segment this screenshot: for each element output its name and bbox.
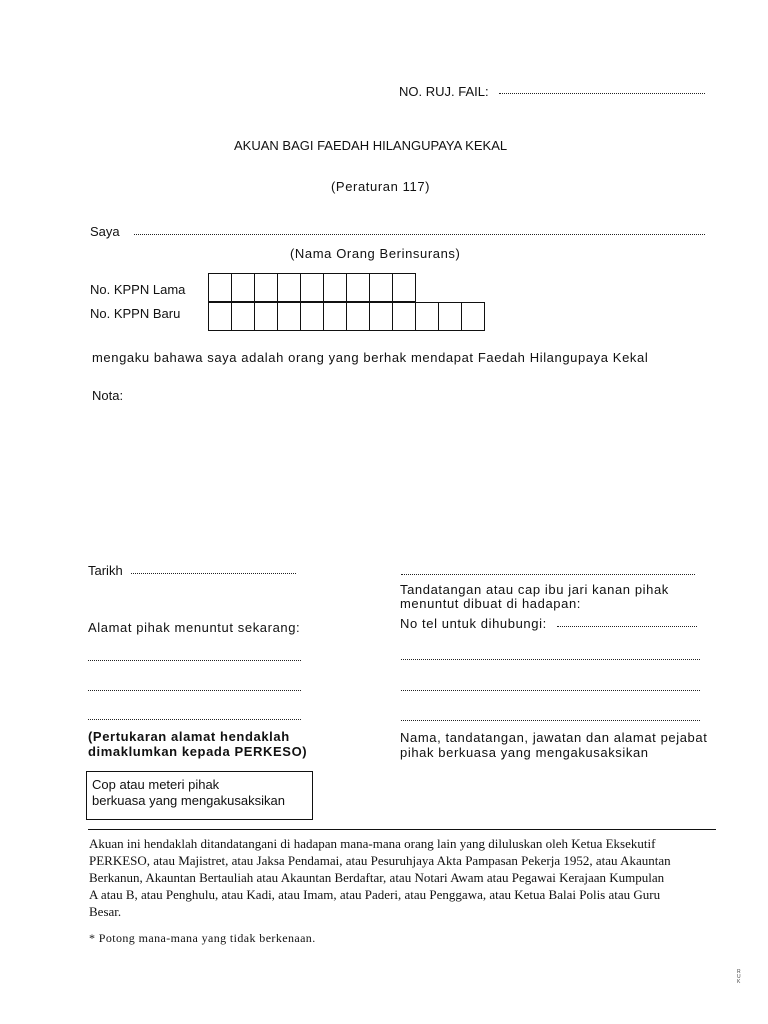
stamp-line1: Cop atau meteri pihak: [92, 777, 220, 792]
kppn-new-digit-box[interactable]: [323, 302, 347, 331]
kppn-old-grid[interactable]: [208, 273, 416, 302]
kppn-old-digit-box[interactable]: [323, 273, 347, 302]
declaration-statement: mengaku bahawa saya adalah orang yang berhak mendapat Faedah Hilangupaya Kekal: [92, 350, 649, 365]
address-label: Alamat pihak menuntut sekarang:: [88, 620, 301, 635]
kppn-old-digit-box[interactable]: [369, 273, 393, 302]
footer-notice-line1: Akuan ini hendaklah ditandatangani di hadapan mana-mana orang lain yang diluluskan oleh Ketua Eksekutif: [89, 836, 656, 851]
kppn-new-digit-box[interactable]: [277, 302, 301, 331]
witness-line-1[interactable]: [401, 659, 700, 660]
kppn-new-digit-box[interactable]: [208, 302, 232, 331]
footer-notice-line3: Berkanun, Akauntan Bertauliah atau Akauntan Berdaftar, atau Notari Awam atau Pegawai Kerajaan Kumpulan: [89, 870, 665, 885]
kppn-new-label: No. KPPN Baru: [90, 306, 181, 321]
kppn-old-digit-box[interactable]: [392, 273, 416, 302]
kppn-old-digit-box[interactable]: [277, 273, 301, 302]
nota-label: Nota:: [92, 388, 124, 403]
address-note-line1: (Pertukaran alamat hendaklah: [88, 729, 290, 744]
kppn-old-digit-box[interactable]: [300, 273, 324, 302]
kppn-new-digit-box[interactable]: [438, 302, 462, 331]
kppn-new-digit-box[interactable]: [461, 302, 485, 331]
date-label: Tarikh: [88, 563, 123, 578]
kppn-old-digit-box[interactable]: [231, 273, 255, 302]
kppn-old-digit-box[interactable]: [254, 273, 278, 302]
witness-caption-line1: Nama, tandatangan, jawatan dan alamat pejabat: [400, 730, 708, 745]
file-ref-field[interactable]: [499, 93, 705, 94]
kppn-new-digit-box[interactable]: [369, 302, 393, 331]
kppn-new-digit-box[interactable]: [415, 302, 439, 331]
witness-caption-line2: pihak berkuasa yang mengakusaksikan: [400, 745, 649, 760]
file-ref-label: NO. RUJ. FAIL:: [399, 84, 489, 99]
footer-notice-line5: Besar.: [89, 904, 122, 919]
insured-name-hint: (Nama Orang Berinsurans): [290, 246, 461, 261]
kppn-new-digit-box[interactable]: [346, 302, 370, 331]
margin-code: RUK: [737, 969, 741, 985]
footer-notice: [89, 835, 671, 920]
stamp-box: [86, 771, 313, 820]
kppn-old-label: No. KPPN Lama: [90, 282, 186, 297]
footer-notice-line2: PERKESO, atau Majistret, atau Jaksa Pendamai, atau Pesuruhjaya Akta Pampasan Pekerja 1952, atau Akauntan: [89, 853, 671, 868]
witness-line-2[interactable]: [401, 690, 700, 691]
kppn-old-digit-box[interactable]: [346, 273, 370, 302]
date-field[interactable]: [131, 573, 296, 574]
address-line-2[interactable]: [88, 690, 301, 691]
kppn-new-digit-box[interactable]: [231, 302, 255, 331]
witness-line-3[interactable]: [401, 720, 700, 721]
phone-field[interactable]: [557, 626, 697, 627]
claimant-signature-field[interactable]: [401, 574, 695, 575]
phone-label: No tel untuk dihubungi:: [400, 616, 547, 631]
kppn-new-grid[interactable]: [208, 302, 485, 331]
signature-caption-line2: menuntut dibuat di hadapan:: [400, 596, 581, 611]
kppn-old-digit-box[interactable]: [208, 273, 232, 302]
address-line-1[interactable]: [88, 660, 301, 661]
signature-caption-line1: Tandatangan atau cap ibu jari kanan pihak: [400, 582, 669, 597]
form-title: AKUAN BAGI FAEDAH HILANGUPAYA KEKAL: [234, 138, 508, 153]
footer-notice-line4: A atau B, atau Penghulu, atau Kadi, atau Imam, atau Paderi, atau Penggawa, atau Ketua Balai Polis atau Guru: [89, 887, 661, 902]
insured-name-field[interactable]: [134, 234, 705, 235]
address-line-3[interactable]: [88, 719, 301, 720]
kppn-new-digit-box[interactable]: [254, 302, 278, 331]
kppn-new-digit-box[interactable]: [392, 302, 416, 331]
address-note-line2: dimaklumkan kepada PERKESO): [88, 744, 308, 759]
footer-divider: [88, 829, 716, 830]
kppn-new-digit-box[interactable]: [300, 302, 324, 331]
saya-label: Saya: [90, 224, 120, 239]
stamp-line2: berkuasa yang mengakusaksikan: [92, 793, 285, 808]
footnote: * Potong mana-mana yang tidak berkenaan.: [89, 931, 316, 945]
regulation-label: (Peraturan 117): [331, 179, 431, 194]
